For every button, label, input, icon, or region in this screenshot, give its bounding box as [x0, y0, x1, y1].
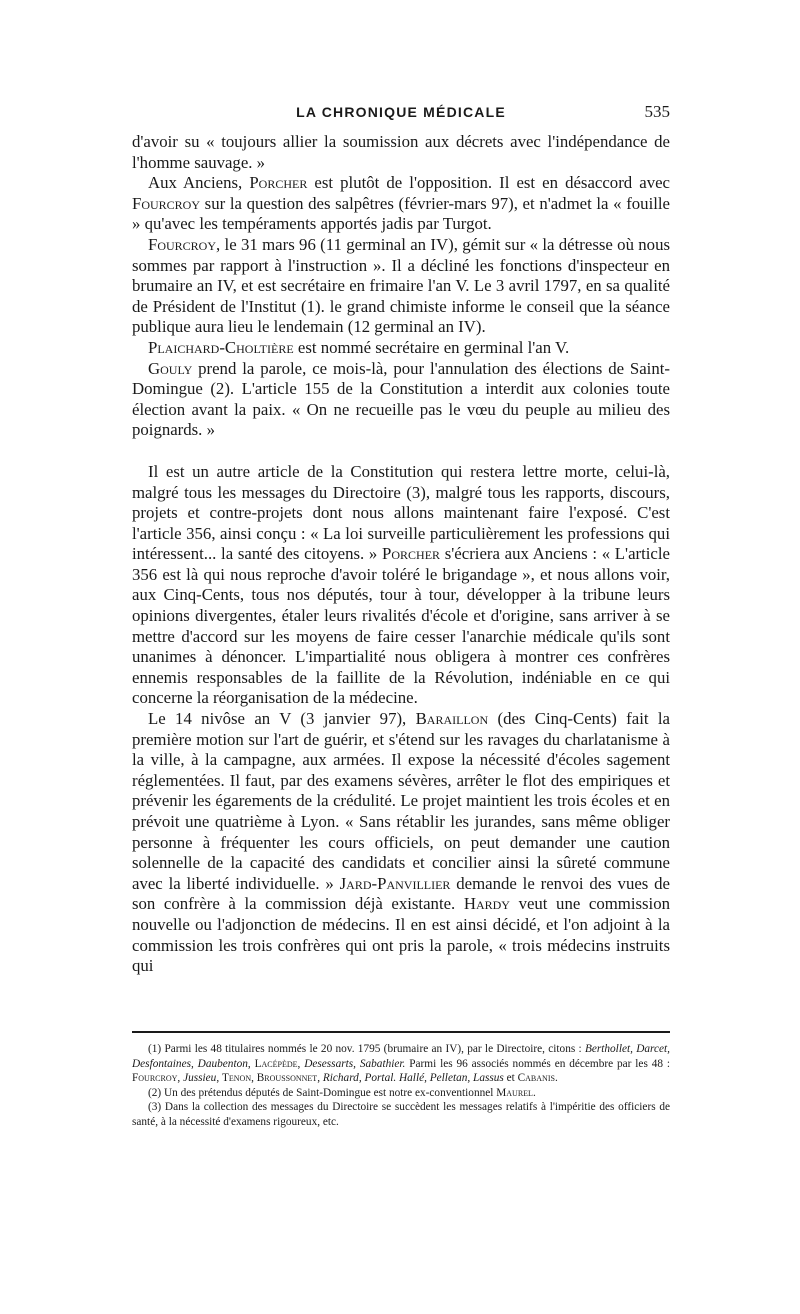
text-run: (1) Parmi les 48 titulaires nommés le 20 nov. 1795 (brumaire an IV), par le Directoire, citons : — [148, 1043, 585, 1055]
text-run: est plutôt de l'opposition. Il est en désaccord avec — [307, 173, 670, 193]
text-run: (2) Un des prétendus députés de Saint-Domingue est notre ex-conventionnel — [148, 1086, 497, 1099]
name-small-caps: Fourcroy — [148, 234, 217, 254]
name-small-caps: Lacépède — [254, 1057, 298, 1070]
page-number: 535 — [644, 102, 670, 121]
footnote — [132, 1042, 670, 1086]
paragraph — [132, 709, 670, 977]
text-run: , — [297, 1057, 305, 1070]
page-header — [132, 104, 670, 128]
paragraph — [132, 359, 670, 441]
text-run: s'écriera aux Anciens : « L'article 356 est là qui nous reproche d'avoir toléré le brigandage », et nous allons voir, aux Cinq-Cents, tous nos députés, tour à tour, développer à la tribune leurs opinions divergentes, étaler leurs rivalités d'école et d'origine, sans arriver à se mettre d'accord sur les moyens de faire cesser l'anarchie médicale qu'ils sont unanimes à dénoncer. L'impartialité nous obligera à montrer ces confrères ennemis responsables de la faillite de la Révolution, indéniable en ce qui concerne la réorganisation de la médecine. — [132, 544, 670, 708]
name-small-caps: Tenon — [221, 1072, 252, 1085]
paragraph — [132, 462, 670, 709]
text-run: , — [216, 1072, 222, 1085]
text-run: (3) Dans la collection des messages du Directoire se succèdent les messages relatifs à l'impéritie des officiers de santé, à la nécessité d'examens rigoureux, etc. — [132, 1101, 670, 1128]
text-run: , — [317, 1072, 323, 1085]
running-title: LA CHRONIQUE MÉDICALE — [296, 104, 506, 120]
text-run: veut une commission nouvelle ou l'adjonction de médecins. Il en est ainsi décidé, et l'on adjoint à la commission les trois confrères qui ont pris la parole, « trois médecins instruits qui — [132, 894, 670, 976]
paragraph — [132, 338, 670, 359]
name-small-caps: Hardy — [463, 894, 510, 914]
name-small-caps: Broussonnet — [256, 1072, 318, 1085]
text-run: Le 14 nivôse an V (3 janvier 97), — [148, 709, 416, 729]
text-run: Parmi les 96 associés nommés en décembre par les 48 : — [405, 1057, 671, 1070]
name-italic: Berthollet, Darcet, Desfontaines, Daubenton — [132, 1043, 670, 1070]
text-run: . — [532, 1086, 536, 1099]
name-small-caps: Cabanis — [517, 1072, 555, 1085]
name-small-caps: Porcher — [249, 173, 308, 193]
text-run: (des Cinq-Cents) fait la première motion sur l'art de guérir, et s'étend sur les ravages du charlatanisme à la ville, à la campagne, aux armées. Il expose la nécessité d'écoles sagement réglementées. Il faut, par des examens sévères, arrêter le flot des empiriques et prévenir les égarements de la crédulité. Le projet maintient les trois écoles et en prévoit une quatrième à Lyon. « Sans rétablir les jurandes, sans même obliger personne à fréquenter les cours officiels, on peut demander une caution solennelle de la capacité des candidats et concilier ainsi la sûreté commune avec la liberté individuelle. » — [132, 709, 670, 893]
name-small-caps: Porcher — [382, 544, 441, 564]
text-run: Il est un autre article de la Constitution qui restera lettre morte, celui-là, malgré tous les messages du Directoire (3), malgré tous les rapports, discours, projets et contre-projets dont nous allons maintenant faire l'exposé. C'est l'article 356, ainsi conçu : « La loi surveille particulièrement les professions qui intéressent... la santé des citoyens. » — [132, 461, 670, 564]
footnotes — [132, 1042, 670, 1130]
text-run: , — [177, 1072, 184, 1085]
name-italic: Jussieu — [183, 1072, 217, 1085]
paragraph — [132, 173, 670, 235]
text-run: , — [251, 1072, 257, 1085]
paragraph — [132, 132, 670, 173]
text-run: et — [503, 1072, 518, 1085]
paragraph — [132, 235, 670, 338]
name-small-caps: Fourcroy — [132, 1072, 178, 1085]
body-text — [132, 132, 670, 977]
footnote — [132, 1100, 670, 1129]
name-small-caps: Jard-Panvillier — [339, 873, 451, 893]
text-run: demande le renvoi des vues de son confrère à la commission déjà existante. — [132, 873, 670, 914]
text-run: , — [247, 1057, 255, 1070]
footnote — [132, 1086, 670, 1101]
footnote-rule — [132, 1031, 670, 1033]
name-italic: Richard, Portal. Hallé, Pelletan, Lassus — [322, 1072, 504, 1085]
name-small-caps: Gouly — [148, 358, 193, 378]
name-small-caps: Plaichard-Choltière — [148, 337, 294, 357]
text-run: , le 31 mars 96 (11 germinal an IV), gémit sur « la détresse où nous sommes par rapport à l'instruction ». Il a décliné les fonctions d'inspecteur en brumaire an IV, et est secrétaire en frimaire l'an V. Le 3 avril 1797, en sa qualité de Président de l'Institut (1). le grand chimiste informe le conseil que la séance publique aura lieu le lendemain (12 germinal an IV). — [132, 234, 670, 337]
name-small-caps: Baraillon — [415, 709, 489, 729]
name-small-caps: Fourcroy — [132, 193, 201, 213]
text-run: prend la parole, ce mois-là, pour l'annulation des élections de Saint-Domingue (2). L'article 155 de la Constitution a interdit aux colonies toute élection avant la paix. « On ne recueille pas le vœu du peuple au milieu des poignards. » — [132, 358, 670, 440]
text-run: Aux Anciens, — [148, 173, 250, 193]
name-small-caps: Maurel — [496, 1086, 533, 1099]
text-run: d'avoir su « toujours allier la soumission aux décrets avec l'indépendance de l'homme sauvage. » — [132, 132, 670, 172]
text-run: . — [554, 1072, 558, 1085]
text-run: est nommé secrétaire en germinal l'an V. — [293, 337, 570, 357]
name-italic: Desessarts, Sabathier. — [304, 1057, 406, 1070]
text-run: sur la question des salpêtres (février-mars 97), et n'admet la « fouille » qu'avec les tempéraments apportés jadis par Turgot. — [132, 193, 670, 234]
